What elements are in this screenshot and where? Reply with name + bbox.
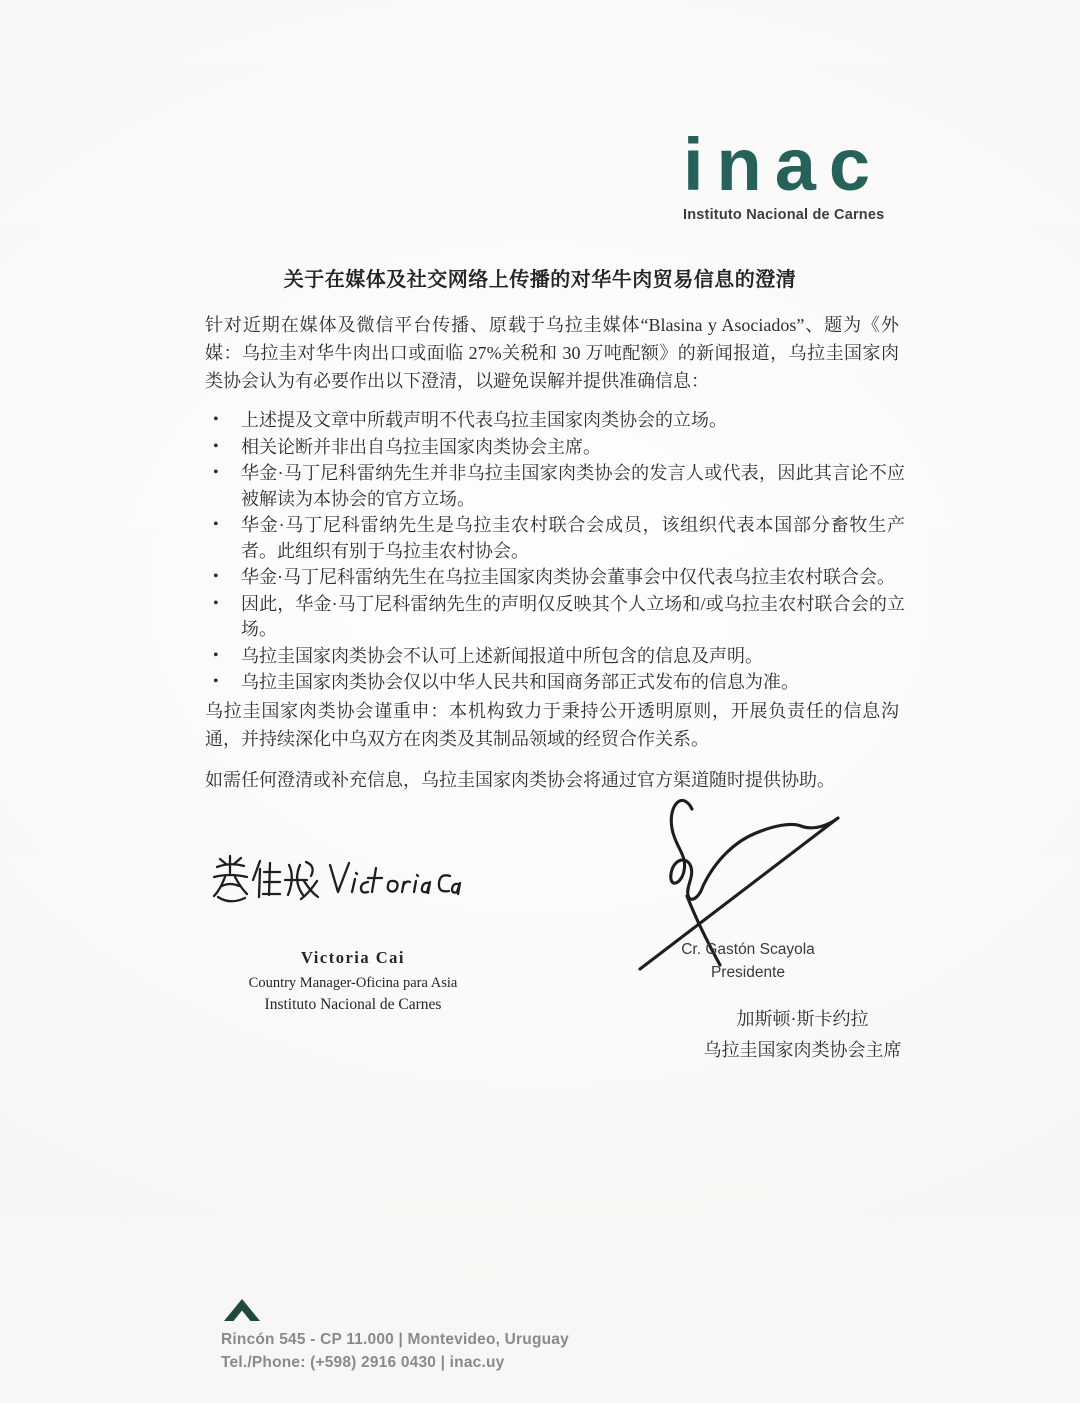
signature-victoria-cai-handwriting	[210, 850, 462, 912]
bullet-dot: •	[213, 673, 219, 690]
bullet-dot: •	[213, 464, 219, 481]
bullet-text: 华金·马丁尼科雷纳先生并非乌拉圭国家肉类协会的发言人或代表，因此其言论不应被解读为本协会的官方立场。	[241, 463, 905, 509]
footer-contact	[221, 1328, 569, 1374]
bullet-text: 乌拉圭国家肉类协会不认可上述新闻报道中所包含的信息及声明。	[241, 645, 763, 666]
bullet-dot: •	[213, 411, 219, 428]
inac-logo	[683, 123, 893, 223]
signer-title-presidente: Presidente	[710, 964, 786, 981]
signature-block-gaston-scayola	[648, 941, 848, 982]
signer-name-victoria-cai: Victoria Cai	[301, 948, 405, 967]
bullet-item	[205, 435, 905, 461]
document-title: 关于在媒体及社交网络上传播的对华牛肉贸易信息的澄清	[283, 269, 797, 291]
bullet-dot: •	[213, 594, 219, 612]
signer-title-zh: 乌拉圭国家肉类协会主席	[703, 1040, 902, 1060]
signer-name-gaston-scayola: Cr. Gastón Scayola	[681, 941, 815, 958]
bullet-item	[205, 592, 905, 643]
signature-block-gaston-scayola-chinese	[695, 1004, 910, 1066]
bullet-item	[205, 408, 905, 434]
bullet-item	[205, 670, 905, 696]
bullet-dot: •	[213, 568, 219, 585]
footer-address: Rincón 545 - CP 11.000 | Montevideo, Uruguay	[221, 1331, 569, 1348]
signer-title-victoria-cai: Country Manager-Oficina para Asia	[248, 975, 458, 991]
intro-paragraph: 针对近期在媒体及微信平台传播、原载于乌拉圭媒体“Blasina y Asociados”、题为《外媒：乌拉圭对华牛肉出口或面临 27%关税和 30 万吨配额》的新闻报道，乌拉圭国家肉类协会认为有必要作出以下澄清，以避免误解并提供准确信息：	[205, 315, 899, 391]
clarification-bullet-list	[205, 408, 905, 697]
bullet-item	[205, 461, 905, 512]
inac-logo-wordmark: inac	[683, 123, 884, 206]
signer-org-victoria-cai: Instituto Nacional de Carnes	[264, 996, 442, 1013]
bullet-item	[205, 565, 905, 591]
assistance-paragraph: 如需任何澄清或补充信息，乌拉圭国家肉类协会将通过官方渠道随时提供协助。	[205, 770, 835, 790]
chevron-up-icon	[224, 1297, 260, 1321]
bullet-text: 上述提及文章中所载声明不代表乌拉圭国家肉类协会的立场。	[241, 410, 727, 430]
footer-phone: Tel./Phone: (+598) 2916 0430 | inac.uy	[221, 1354, 505, 1371]
signer-name-zh: 加斯顿·斯卡约拉	[736, 1009, 869, 1029]
bullet-item	[205, 644, 905, 670]
bullet-item	[205, 513, 905, 564]
bullet-text: 相关论断并非出自乌拉圭国家肉类协会主席。	[241, 436, 601, 457]
reiterate-paragraph: 乌拉圭国家肉类协会谨重申：本机构致力于秉持公开透明原则，开展负责任的信息沟通，并持续深化中乌双方在肉类及其制品领域的经贸合作关系。	[205, 701, 899, 749]
bullet-dot: •	[213, 516, 219, 533]
bullet-text: 华金·马丁尼科雷纳先生是乌拉圭农村联合会成员，该组织代表本国部分畜牧生产者。此组织有别于乌拉圭农村协会。	[241, 515, 905, 561]
bullet-text: 华金·马丁尼科雷纳先生在乌拉圭国家肉类协会董事会中仅代表乌拉圭农村联合会。	[241, 567, 895, 587]
signature-block-victoria-cai	[228, 948, 478, 1014]
bullet-dot: •	[213, 646, 219, 664]
bullet-dot: •	[213, 437, 219, 455]
bullet-text: 乌拉圭国家肉类协会仅以中华人民共和国商务部正式发布的信息为准。	[241, 672, 799, 692]
bullet-text: 因此，华金·马丁尼科雷纳先生的声明仅反映其个人立场和/或乌拉圭农村联合会的立场。	[241, 593, 905, 639]
inac-logo-tagline: Instituto Nacional de Carnes	[683, 207, 885, 223]
